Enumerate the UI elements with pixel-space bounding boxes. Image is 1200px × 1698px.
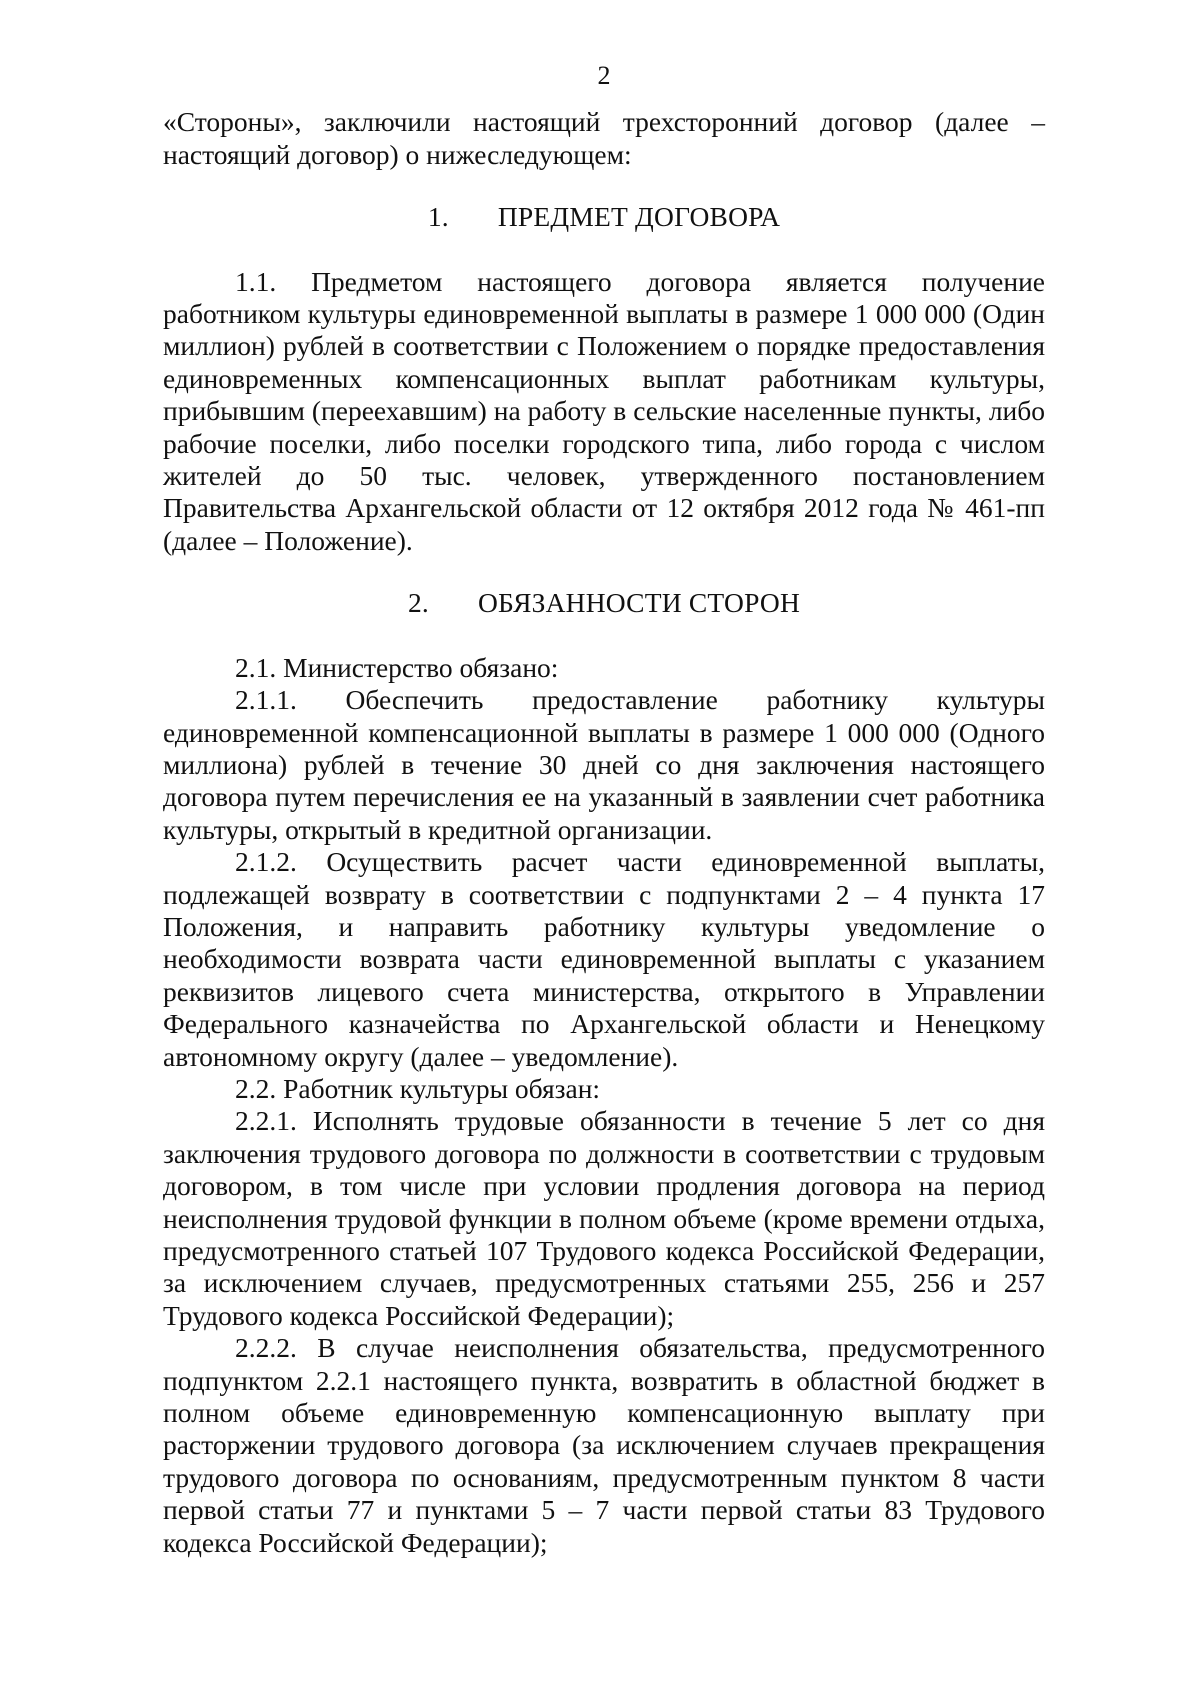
section-1-title: ПРЕДМЕТ ДОГОВОРА: [497, 201, 781, 233]
document-page: [163, 60, 1045, 1559]
clause-2-1: 2.1. Министерство обязано:: [235, 651, 559, 683]
section-2-title: ОБЯЗАННОСТИ СТОРОН: [477, 587, 801, 619]
clause-1-1: 1.1. Предметом настоящего договора является получение работником культуры единовременной выплаты в размере 1 000 000 (Один миллион) рублей в соответствии с Положением о порядке предоставления единовременных компенсационных выплат работникам культуры, прибывшим (переехавшим) на работу в сельские населенные пункты, либо рабочие поселки, либо поселки городского типа, либо города с числом жителей до 50 тыс. человек, утвержденного постановлением Правительства Архангельской области от 12 октября 2012 года № 461-пп (далее – Положение).: [163, 265, 1045, 556]
section-2-number: 2.: [407, 587, 429, 619]
clause-2-1-2: 2.1.2. Осуществить расчет части единовременной выплаты, подлежащей возврату в соответствии с подпунктами 2 – 4 пункта 17 Положения, и направить работнику культуры уведомление о необходимости возврата части единовременной выплаты с указанием реквизитов лицевого счета министерства, открытого в Управлении Федерального казначейства по Архангельской области и Ненецкому автономному округу (далее – уведомление).: [163, 846, 1045, 1072]
clause-2-2-1: 2.2.1. Исполнять трудовые обязанности в течение 5 лет со дня заключения трудового договора по должности в соответствии с трудовым договором, в том числе при условии продления договора на период неисполнения трудовой функции в полном объеме (кроме времени отдыха, предусмотренного статьей 107 Трудового кодекса Российской Федерации, за исключением случаев, предусмотренных статьями 255, 256 и 257 Трудового кодекса Российской Федерации);: [163, 1105, 1045, 1331]
clause-2-1-1: 2.1.1. Обеспечить предоставление работнику культуры единовременной компенсационной выплаты в размере 1 000 000 (Одного миллиона) рублей в течение 30 дней со дня заключения настоящего договора путем перечисления ее на указанный в заявлении счет работника культуры, открытый в кредитной организации.: [163, 684, 1045, 845]
section-2-heading: [163, 587, 1045, 619]
clause-2-2-2: 2.2.2. В случае неисполнения обязательства, предусмотренного подпунктом 2.2.1 настоящего пункта, возвратить в областной бюджет в полном объеме единовременную компенсационную выплату при расторжении трудового договора (за исключением случаев прекращения трудового договора по основаниям, предусмотренным пунктом 8 части первой статьи 77 и пунктами 5 – 7 части первой статьи 83 Трудового кодекса Российской Федерации);: [163, 1332, 1045, 1558]
clause-2-2: 2.2. Работник культуры обязан:: [235, 1072, 601, 1104]
page-number: 2: [597, 61, 611, 90]
intro-paragraph: «Стороны», заключили настоящий трехсторонний договор (далее – настоящий договор) о нижеследующем:: [163, 106, 1045, 170]
section-1-heading: [163, 201, 1045, 233]
section-1-number: 1.: [427, 201, 449, 233]
